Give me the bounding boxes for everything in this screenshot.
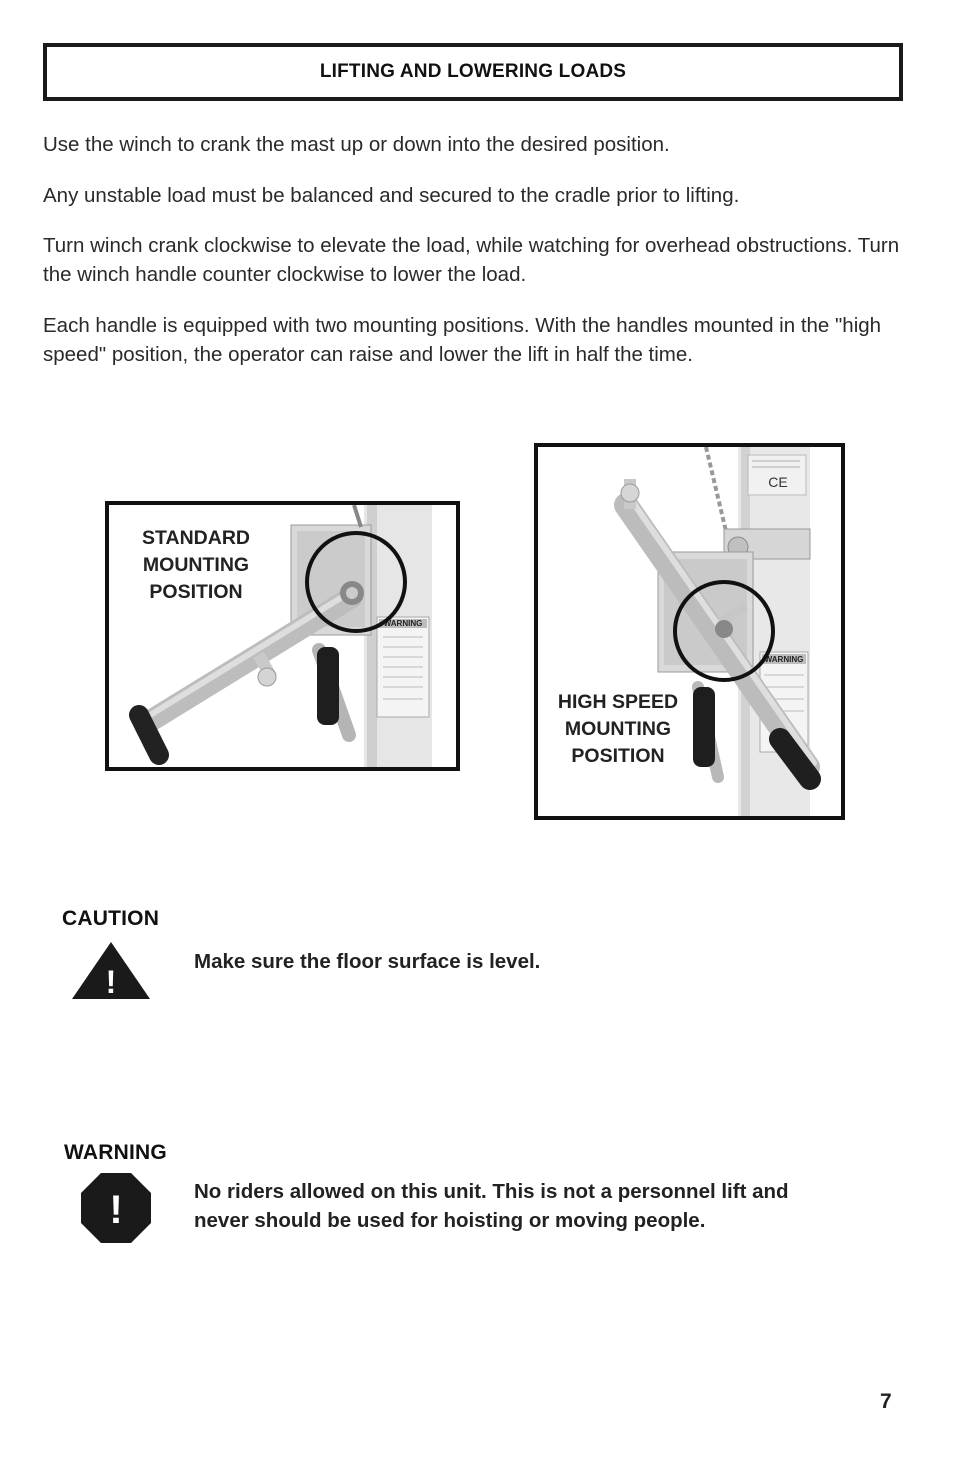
standard-label-line-1: STANDARD <box>142 527 250 549</box>
triangle-exclamation-icon <box>70 940 152 1000</box>
standard-mounting-photo <box>105 501 460 771</box>
ce-mark-text: CE <box>768 474 788 490</box>
standard-label-line-3: POSITION <box>149 581 243 603</box>
standard-mounting-label <box>131 525 261 606</box>
decal-warning-text: WARNING <box>383 619 423 628</box>
paragraph-winch: Use the winch to crank the mast up or down into the desired position. <box>43 133 670 156</box>
warning-text-line-2: never should be used for hoisting or moving people. <box>194 1209 706 1232</box>
caution-symbol: ! <box>105 964 117 1000</box>
warning-text-line-1: No riders allowed on this unit. This is not a personnel lift and <box>194 1180 789 1203</box>
caution-text: Make sure the floor surface is level. <box>194 950 541 973</box>
paragraph-unstable-load: Any unstable load must be balanced and secured to the cradle prior to lifting. <box>43 184 740 207</box>
section-header-box <box>43 43 903 101</box>
paragraph-crank-direction: Turn winch crank clockwise to elevate the load, while watching for overhead obstructions. Turn the winch handle counter clockwise to lower the load. <box>43 234 900 286</box>
high-speed-mounting-label <box>550 689 686 770</box>
section-title: LIFTING AND LOWERING LOADS <box>319 61 627 82</box>
high-speed-label-line-3: POSITION <box>571 745 665 767</box>
octagon-exclamation-icon <box>80 1172 152 1244</box>
warning-symbol: ! <box>109 1188 123 1232</box>
caution-title: CAUTION <box>62 907 160 930</box>
high-speed-mounting-photo <box>534 443 845 820</box>
standard-label-line-2: MOUNTING <box>142 554 250 576</box>
high-speed-label-line-1: HIGH SPEED <box>557 691 679 713</box>
warning-text <box>194 1177 789 1235</box>
page-number: 7 <box>880 1390 892 1413</box>
paragraph-mounting-positions: Each handle is equipped with two mounting positions. With the handles mounted in the "high speed" position, the operator can raise and lower the lift in half the time. <box>43 314 882 366</box>
decal-warning-text-2: WARNING <box>764 655 804 664</box>
warning-title: WARNING <box>64 1141 167 1164</box>
high-speed-label-line-2: MOUNTING <box>564 718 672 740</box>
